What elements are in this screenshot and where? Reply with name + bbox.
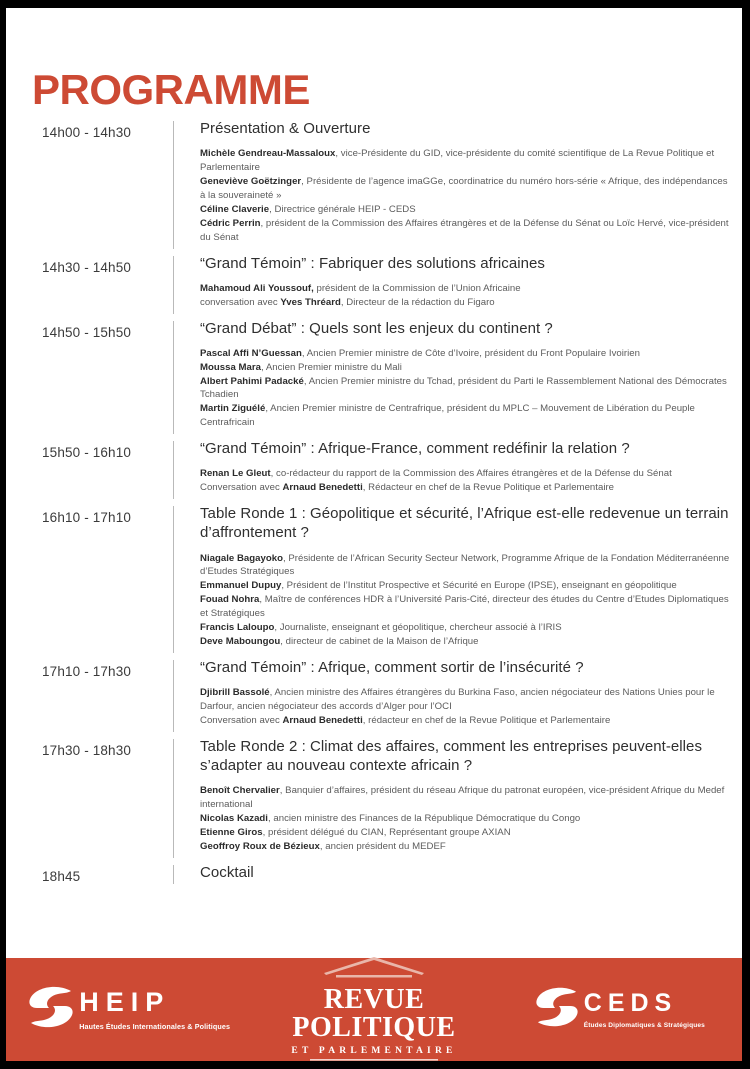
session-body xyxy=(174,251,742,316)
speaker-role: , Ancien Premier ministre du Mali xyxy=(261,361,402,373)
footer-band xyxy=(6,958,742,1061)
session-row xyxy=(6,655,742,734)
ceds-tagline: Études Diplomatiques & Stratégiques xyxy=(583,1021,705,1029)
speaker-role: , Directeur de la rédaction du Figaro xyxy=(340,296,495,308)
speaker-name: Fouad Nohra xyxy=(200,594,260,606)
speaker-name: Cédric Perrin xyxy=(200,217,261,229)
session-time: 15h50 - 16h10 xyxy=(42,445,132,461)
session-title: “Grand Témoin” : Fabriquer des solutions africaines xyxy=(200,254,545,272)
heip-swoosh-icon xyxy=(27,985,75,1034)
speaker-role: , ancien président du MEDEF xyxy=(319,840,446,852)
session-body xyxy=(174,436,742,501)
session-row xyxy=(6,734,742,860)
speaker-name: Moussa Mara xyxy=(200,361,262,373)
speaker-list xyxy=(200,467,732,495)
speaker-role: , ancien ministre des Finances de la République Démocratique du Congo xyxy=(268,812,581,824)
speaker-list xyxy=(200,147,732,244)
speaker-entry xyxy=(200,296,732,310)
rpp-underline xyxy=(310,1059,438,1061)
session-time: 14h30 - 14h50 xyxy=(42,259,132,275)
speaker-name: Mahamoud Ali Youssouf, xyxy=(200,282,314,294)
rpp-tagline: ET PARLEMENTAIRE xyxy=(291,1046,457,1056)
speaker-entry xyxy=(200,784,732,812)
speaker-role: , Directrice générale HEIP - CEDS xyxy=(269,203,416,215)
session-title: Cocktail xyxy=(200,863,254,881)
speaker-name: Pascal Affi N’Guessan xyxy=(200,347,302,359)
speaker-name: Michèle Gendreau-Massaloux xyxy=(200,148,336,160)
session-row xyxy=(6,116,742,251)
speaker-entry xyxy=(200,686,732,714)
heip-tagline: Hautes Études Internationales & Politiques xyxy=(79,1021,231,1031)
speaker-list xyxy=(200,784,732,854)
ceds-text xyxy=(583,988,705,1029)
speaker-role: , Maître de conférences HDR à l’Université Paris-Cité, directeur des études du Centre d’Etudes Diplomatiques et Stratégiques xyxy=(200,594,729,620)
speaker-name: Martin Ziguélé xyxy=(200,403,266,415)
speaker-role: , directeur de cabinet de la Maison de l’Afrique xyxy=(280,635,479,647)
session-body xyxy=(174,116,742,251)
session-time: 18h45 xyxy=(42,868,81,884)
speaker-prefix: conversation avec xyxy=(200,296,281,308)
logo-heip xyxy=(6,958,251,1061)
speaker-entry xyxy=(200,361,732,375)
session-row xyxy=(6,436,742,501)
rpp-lockup xyxy=(251,956,496,1061)
speaker-name: Niagale Bagayoko xyxy=(200,552,283,564)
speaker-entry xyxy=(200,467,732,481)
heip-text xyxy=(79,986,231,1031)
page-title: PROGRAMME xyxy=(32,66,310,114)
speaker-role: président de la Commission de l’Union Africaine xyxy=(313,282,521,294)
speaker-role: , Ancien ministre des Affaires étrangères du Burkina Faso, ancien négociateur des Nations Unies pour le Darfour, ancien négociateur des accords d’Alger pour l’OCI xyxy=(200,687,715,712)
speaker-name: Nicolas Kazadi xyxy=(200,812,268,824)
session-row xyxy=(6,251,742,316)
speaker-role: , Ancien Premier ministre de Côte d’Ivoire, président du Front Populaire Ivoirien xyxy=(301,347,640,359)
speaker-role: , rédacteur en chef de la Revue Politique et Parlementaire xyxy=(362,714,611,726)
speaker-name: Benoît Chervalier xyxy=(200,785,280,797)
footer-logos xyxy=(6,958,742,1061)
speaker-list xyxy=(200,686,732,728)
speaker-entry xyxy=(200,621,732,635)
speaker-name: Geneviève Goëtzinger xyxy=(200,176,302,187)
ceds-name: CEDS xyxy=(583,988,678,1017)
pediment-icon xyxy=(251,956,496,983)
speaker-role: , vice-Présidente du GID, vice-présidente du comité scientifique de La Revue Politique et Parlementaire xyxy=(200,148,715,174)
speaker-entry xyxy=(200,826,732,840)
session-time: 16h10 - 17h10 xyxy=(42,510,132,526)
session-title: “Grand Témoin” : Afrique-France, comment redéfinir la relation ? xyxy=(200,440,630,458)
speaker-name: Deve Maboungou xyxy=(200,635,281,647)
speaker-prefix: Conversation avec xyxy=(200,482,283,494)
speaker-entry xyxy=(200,147,732,175)
speaker-entry xyxy=(200,347,732,361)
speaker-role: , président délégué du CIAN, Représentant groupe AXIAN xyxy=(262,826,511,838)
speaker-entry xyxy=(200,812,732,826)
session-title: “Grand Débat” : Quels sont les enjeux du continent ? xyxy=(200,319,553,337)
speaker-entry xyxy=(200,593,732,621)
schedule-list xyxy=(6,116,742,886)
session-row xyxy=(6,501,742,655)
speaker-role: , Présidente de l’agence imaGGe, coordinatrice du numéro hors-série « Afrique, des indépendances à la souveraineté » xyxy=(200,176,728,201)
speaker-entry xyxy=(200,552,732,580)
session-row xyxy=(6,316,742,437)
speaker-name: Arnaud Benedetti xyxy=(282,482,363,494)
speaker-name: Yves Thréard xyxy=(280,296,341,308)
speaker-name: Renan Le Gleut xyxy=(200,468,271,480)
speaker-entry xyxy=(200,714,732,728)
programme-page xyxy=(6,8,742,1061)
speaker-entry xyxy=(200,282,732,296)
speaker-prefix: Conversation avec xyxy=(200,714,283,726)
speaker-entry xyxy=(200,402,732,430)
logo-ceds xyxy=(497,958,742,1061)
rpp-name: REVUE POLITIQUE xyxy=(292,984,456,1043)
speaker-entry xyxy=(200,635,732,649)
speaker-name: Geoffroy Roux de Bézieux xyxy=(200,840,320,852)
session-body xyxy=(174,860,742,886)
session-row xyxy=(6,860,742,886)
speaker-role: , co-rédacteur du rapport de la Commission des Affaires étrangères et de la Défense du Sénat xyxy=(270,468,672,480)
speaker-role: , président de la Commission des Affaires étrangères et de la Défense du Sénat ou Loïc Hervé, vice-président du Sénat xyxy=(200,217,729,243)
speaker-entry xyxy=(200,579,732,593)
ceds-swoosh-icon xyxy=(534,986,580,1033)
session-time: 17h30 - 18h30 xyxy=(42,742,132,758)
session-body xyxy=(174,501,742,655)
speaker-entry xyxy=(200,481,732,495)
session-time: 14h00 - 14h30 xyxy=(42,125,132,140)
speaker-name: Etienne Giros xyxy=(200,826,263,838)
session-title: “Grand Témoin” : Afrique, comment sortir de l’insécurité ? xyxy=(200,658,584,676)
speaker-list xyxy=(200,347,732,430)
speaker-list xyxy=(200,282,732,310)
heip-name: HEIP xyxy=(79,986,171,1017)
speaker-name: Emmanuel Dupuy xyxy=(200,580,282,592)
session-time: 17h10 - 17h30 xyxy=(42,663,132,679)
ceds-lockup xyxy=(534,986,705,1033)
speaker-role: , Président de l’Institut Prospective et Sécurité en Europe (IPSE), enseignant en géopolitique xyxy=(281,580,677,592)
speaker-name: Albert Pahimi Padacké xyxy=(200,375,304,387)
session-title: Table Ronde 2 : Climat des affaires, comment les entreprises peuvent-elles s’adapter au nouveau contexte africain ? xyxy=(200,737,703,774)
speaker-role: , Ancien Premier ministre du Tchad, président du Parti le Rassemblement National des Démocrates Tchadien xyxy=(200,375,727,401)
speaker-entry xyxy=(200,203,732,217)
speaker-name: Arnaud Benedetti xyxy=(282,714,363,726)
speaker-role: , Journaliste, enseignant et géopolitique, chercheur associé à l’IRIS xyxy=(274,622,562,634)
speaker-name: Francis Laloupo xyxy=(200,622,275,634)
speaker-list xyxy=(200,552,732,649)
session-time: 14h50 - 15h50 xyxy=(42,324,132,340)
speaker-name: Djibrill Bassolé xyxy=(200,687,270,699)
speaker-name: Céline Claverie xyxy=(200,203,270,215)
session-body xyxy=(174,316,742,437)
speaker-role: , Banquier d’affaires, président du réseau Afrique du patronat européen, vice-président Afrique du Medef international xyxy=(200,785,725,811)
session-body xyxy=(174,655,742,734)
speaker-entry xyxy=(200,840,732,854)
speaker-entry xyxy=(200,217,732,245)
speaker-role: , Ancien Premier ministre de Centrafrique, président du MPLC – Mouvement de Libération du Peuple Centrafricain xyxy=(200,403,695,429)
speaker-entry xyxy=(200,375,732,403)
session-body xyxy=(174,734,742,860)
session-title: Table Ronde 1 : Géopolitique et sécurité, l’Afrique est-elle redevenue un terrain d’affrontement ? xyxy=(200,505,729,542)
logo-revue-politique xyxy=(251,958,496,1061)
speaker-entry xyxy=(200,175,732,203)
speaker-role: , Présidente de l’African Security Secteur Network, Programme Afrique de la Fondation Méditerranéenne d’Etudes Stratégiques xyxy=(200,552,730,578)
session-title: Présentation & Ouverture xyxy=(200,120,371,137)
heip-lockup xyxy=(27,985,230,1034)
speaker-role: , Rédacteur en chef de la Revue Politique et Parlementaire xyxy=(362,482,615,494)
